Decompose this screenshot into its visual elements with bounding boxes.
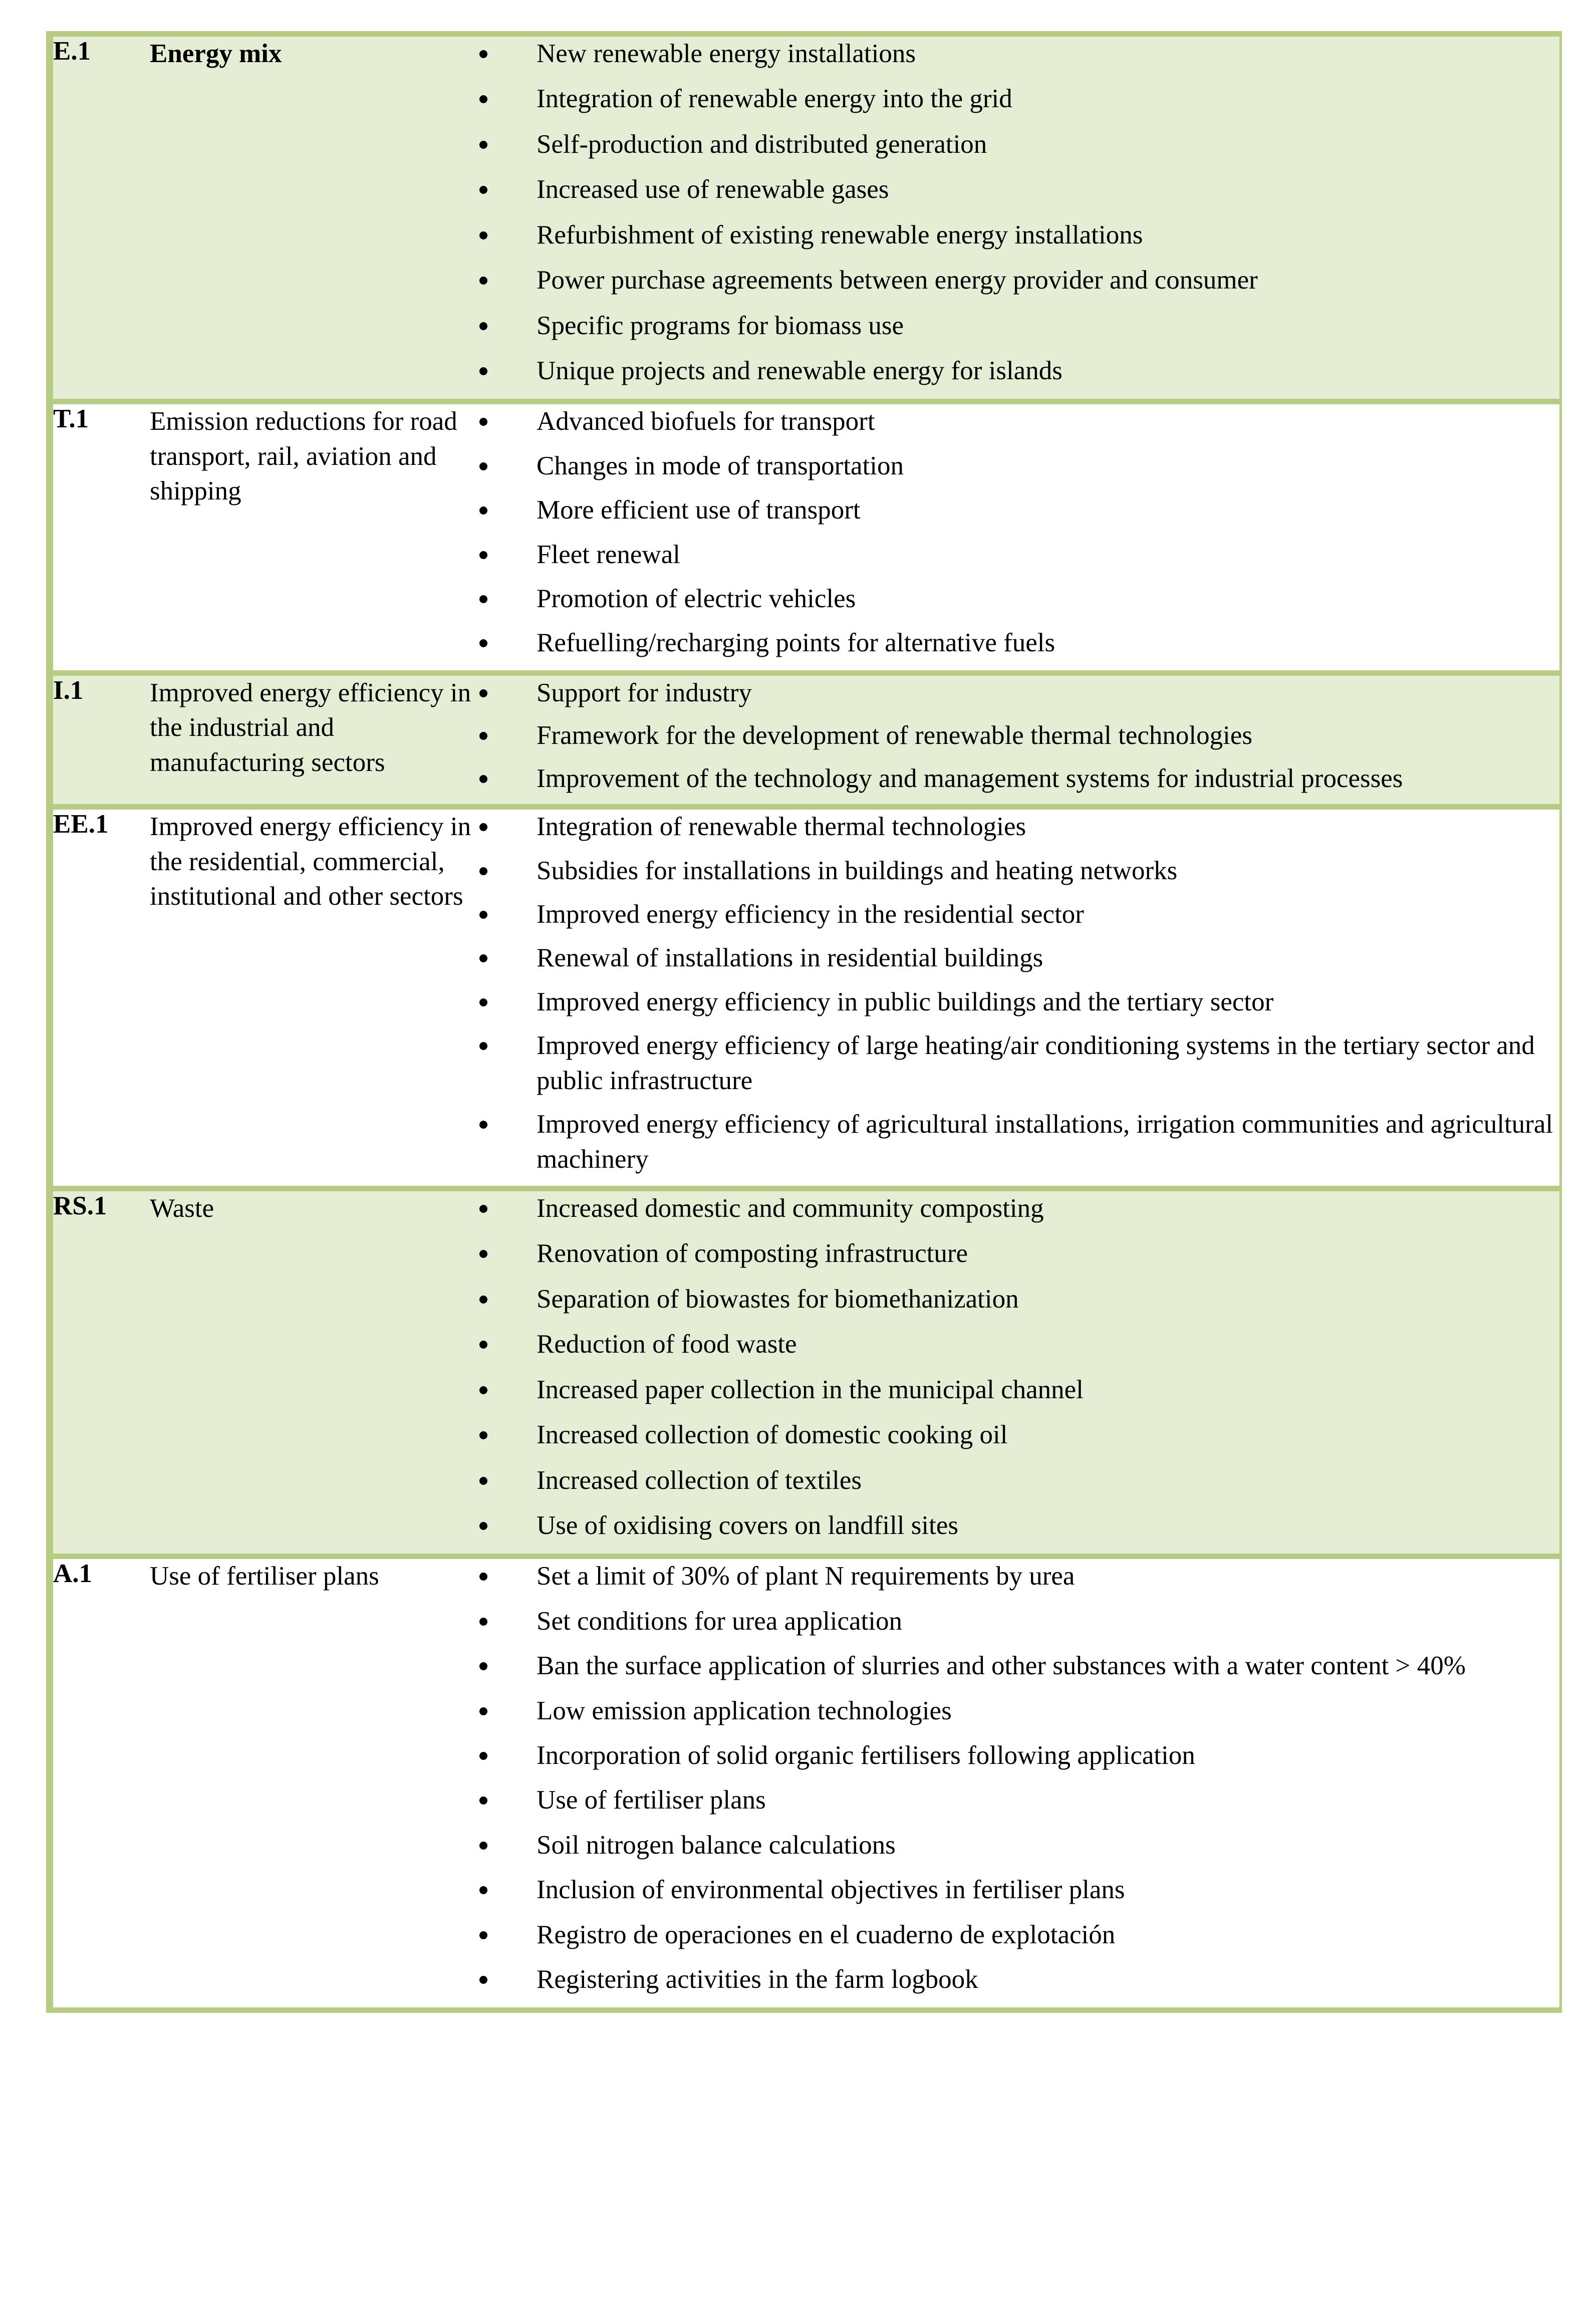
list-item — [476, 404, 1559, 439]
list-item-label: Increased domestic and community composting — [537, 1193, 1044, 1223]
list-item-label: Refurbishment of existing renewable energy installations — [537, 220, 1143, 249]
bullet-dot-icon — [479, 186, 487, 194]
bullet-dot-icon — [479, 823, 487, 831]
bullet-dot-icon — [479, 50, 487, 58]
list-item — [476, 1282, 1559, 1317]
list-item — [476, 718, 1559, 753]
list-item-label: Changes in mode of transportation — [537, 451, 904, 480]
measure-bullet-list — [476, 37, 1559, 388]
measure-name: Use of fertiliser plans — [150, 1557, 476, 2010]
bullet-dot-icon — [479, 1886, 487, 1894]
bullet-dot-icon — [479, 595, 487, 603]
bullet-dot-icon — [479, 998, 487, 1006]
list-item-label: Low emission application technologies — [537, 1696, 952, 1725]
list-item — [476, 941, 1559, 975]
list-item — [476, 582, 1559, 616]
bullet-dot-icon — [479, 775, 487, 783]
list-item — [476, 1508, 1559, 1543]
bullet-dot-icon — [479, 418, 487, 426]
list-item-label: New renewable energy installations — [537, 39, 916, 68]
measure-name: Emission reductions for road transport, rail, aviation and shipping — [150, 402, 476, 673]
measure-name: Energy mix — [150, 34, 476, 402]
measure-bullet-list — [476, 404, 1559, 661]
measure-items — [476, 1557, 1560, 2010]
list-item-label: Fleet renewal — [537, 540, 680, 569]
list-item — [476, 810, 1559, 844]
list-item-label: Specific programs for biomass use — [537, 311, 904, 340]
list-item — [476, 82, 1559, 116]
list-item-label: Advanced biofuels for transport — [537, 407, 875, 436]
list-item-label: Increased use of renewable gases — [537, 175, 889, 204]
bullet-dot-icon — [479, 462, 487, 470]
list-item — [476, 626, 1559, 660]
measure-items — [476, 807, 1560, 1189]
list-item-label: Refuelling/recharging points for alternative fuels — [537, 628, 1055, 658]
list-item-label: Renewal of installations in residential buildings — [537, 943, 1043, 973]
bullet-dot-icon — [479, 1431, 487, 1439]
list-item — [476, 1738, 1559, 1773]
list-item — [476, 1604, 1559, 1639]
measure-bullet-list — [476, 1191, 1559, 1543]
table-row — [50, 807, 1560, 1189]
bullet-dot-icon — [479, 231, 487, 239]
bullet-dot-icon — [479, 1662, 487, 1670]
measure-code: RS.1 — [50, 1188, 150, 1556]
list-item-label: Increased collection of domestic cooking oil — [537, 1420, 1008, 1450]
bullet-dot-icon — [479, 1042, 487, 1050]
list-item-label: Ban the surface application of slurries and other substances with a water content > 40% — [537, 1651, 1466, 1681]
table-row — [50, 1557, 1560, 2010]
list-item-label: Use of oxidising covers on landfill sites — [537, 1510, 958, 1540]
measure-code: A.1 — [50, 1557, 150, 2010]
list-item — [476, 676, 1559, 710]
list-item — [476, 1191, 1559, 1226]
measure-name: Improved energy efficiency in the industrial and manufacturing sectors — [150, 673, 476, 807]
list-item-label: Power purchase agreements between energy provider and consumer — [537, 266, 1258, 295]
measure-bullet-list — [476, 1559, 1559, 1997]
list-item-label: Framework for the development of renewable thermal technologies — [537, 721, 1253, 750]
list-item-label: Soil nitrogen balance calculations — [537, 1830, 896, 1860]
list-item — [476, 1918, 1559, 1952]
list-item-label: Reduction of food waste — [537, 1330, 797, 1359]
bullet-dot-icon — [479, 1477, 487, 1485]
list-item — [476, 1559, 1559, 1594]
list-item-label: Use of fertiliser plans — [537, 1785, 766, 1815]
list-item — [476, 1418, 1559, 1452]
bullet-dot-icon — [479, 1522, 487, 1530]
bullet-dot-icon — [479, 1205, 487, 1213]
list-item-label: Increased paper collection in the municipal channel — [537, 1375, 1084, 1404]
list-item-label: Registro de operaciones en el cuaderno de explotación — [537, 1920, 1116, 1949]
list-item — [476, 172, 1559, 207]
list-item-label: More efficient use of transport — [537, 495, 861, 525]
list-item-label: Incorporation of solid organic fertilisers following application — [537, 1741, 1195, 1770]
measure-name: Improved energy efficiency in the residential, commercial, institutional and other sectors — [150, 807, 476, 1189]
bullet-dot-icon — [479, 689, 487, 697]
list-item — [476, 1236, 1559, 1271]
bullet-dot-icon — [479, 322, 487, 330]
bullet-dot-icon — [479, 1931, 487, 1939]
list-item — [476, 1463, 1559, 1498]
list-item-label: Improved energy efficiency of large heating/air conditioning systems in the tertiary sector and public infrastructure — [537, 1031, 1535, 1095]
bullet-dot-icon — [479, 1121, 487, 1129]
bullet-dot-icon — [479, 277, 487, 285]
bullet-dot-icon — [479, 1386, 487, 1394]
measure-bullet-list — [476, 810, 1559, 1177]
bullet-dot-icon — [479, 1796, 487, 1804]
list-item — [476, 1783, 1559, 1818]
bullet-dot-icon — [479, 867, 487, 875]
table-row — [50, 673, 1560, 807]
bullet-dot-icon — [479, 732, 487, 740]
bullet-dot-icon — [479, 141, 487, 149]
list-item — [476, 854, 1559, 888]
bullet-dot-icon — [479, 1976, 487, 1984]
list-item — [476, 1028, 1559, 1098]
measures-table — [46, 31, 1562, 2013]
measure-code: EE.1 — [50, 807, 150, 1189]
measure-name: Waste — [150, 1188, 476, 1556]
list-item — [476, 985, 1559, 1019]
bullet-dot-icon — [479, 1618, 487, 1626]
list-item — [476, 1107, 1559, 1177]
measures-table-body — [50, 34, 1560, 2010]
list-item-label: Promotion of electric vehicles — [537, 584, 856, 614]
bullet-dot-icon — [479, 367, 487, 375]
bullet-dot-icon — [479, 1341, 487, 1349]
bullet-dot-icon — [479, 1250, 487, 1258]
bullet-dot-icon — [479, 639, 487, 647]
measure-code: I.1 — [50, 673, 150, 807]
measure-code: E.1 — [50, 34, 150, 402]
list-item-label: Set conditions for urea application — [537, 1606, 903, 1636]
list-item — [476, 37, 1559, 71]
list-item-label: Increased collection of textiles — [537, 1465, 862, 1495]
list-item — [476, 449, 1559, 483]
bullet-dot-icon — [479, 1707, 487, 1715]
list-item-label: Improvement of the technology and management systems for industrial processes — [537, 763, 1403, 793]
measure-code: T.1 — [50, 402, 150, 673]
bullet-dot-icon — [479, 1296, 487, 1304]
bullet-dot-icon — [479, 954, 487, 962]
measure-items — [476, 402, 1560, 673]
bullet-dot-icon — [479, 1573, 487, 1581]
bullet-dot-icon — [479, 551, 487, 559]
list-item-label: Integration of renewable thermal technologies — [537, 812, 1026, 842]
list-item-label: Set a limit of 30% of plant N requirements by urea — [537, 1562, 1075, 1591]
list-item — [476, 1327, 1559, 1362]
list-item — [476, 127, 1559, 162]
list-item — [476, 761, 1559, 796]
list-item-label: Support for industry — [537, 678, 752, 707]
list-item — [476, 1694, 1559, 1728]
list-item — [476, 309, 1559, 343]
list-item-label: Subsidies for installations in buildings and heating networks — [537, 856, 1178, 885]
list-item — [476, 1649, 1559, 1683]
table-row — [50, 34, 1560, 402]
measure-items — [476, 1188, 1560, 1556]
table-row — [50, 402, 1560, 673]
list-item-label: Integration of renewable energy into the grid — [537, 84, 1012, 114]
list-item — [476, 493, 1559, 528]
list-item — [476, 1828, 1559, 1863]
measure-items — [476, 34, 1560, 402]
list-item-label: Inclusion of environmental objectives in fertiliser plans — [537, 1875, 1125, 1905]
list-item-label: Separation of biowastes for biomethanization — [537, 1284, 1019, 1314]
list-item-label: Improved energy efficiency in public buildings and the tertiary sector — [537, 987, 1274, 1016]
list-item-label: Renovation of composting infrastructure — [537, 1239, 968, 1268]
bullet-dot-icon — [479, 506, 487, 514]
bullet-dot-icon — [479, 1842, 487, 1850]
measure-bullet-list — [476, 676, 1559, 796]
table-row — [50, 1188, 1560, 1556]
bullet-dot-icon — [479, 1752, 487, 1760]
list-item — [476, 1373, 1559, 1407]
list-item — [476, 218, 1559, 252]
bullet-dot-icon — [479, 95, 487, 103]
list-item — [476, 1962, 1559, 1997]
list-item-label: Improved energy efficiency in the residential sector — [537, 900, 1084, 929]
list-item-label: Improved energy efficiency of agricultural installations, irrigation communities and agricultural machinery — [537, 1110, 1553, 1174]
list-item-label: Self-production and distributed generation — [537, 129, 987, 159]
list-item — [476, 897, 1559, 932]
bullet-dot-icon — [479, 911, 487, 919]
list-item — [476, 263, 1559, 298]
list-item-label: Registering activities in the farm logbook — [537, 1965, 978, 1994]
list-item — [476, 354, 1559, 388]
list-item — [476, 538, 1559, 572]
measure-items — [476, 673, 1560, 807]
list-item-label: Unique projects and renewable energy for islands — [537, 356, 1062, 385]
list-item — [476, 1873, 1559, 1907]
